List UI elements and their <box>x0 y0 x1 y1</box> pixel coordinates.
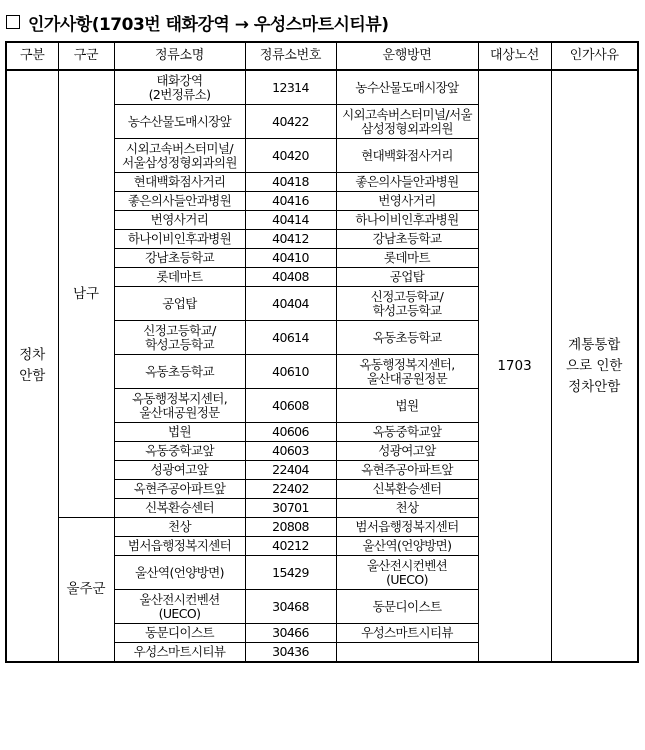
stop-number-cell: 40420 <box>245 139 336 173</box>
stop-name-cell: 롯데마트 <box>114 268 245 287</box>
stop-name-cell: 법원 <box>114 423 245 442</box>
stop-name-cell: 태화강역 (2번정류소) <box>114 70 245 105</box>
stop-number-cell: 40422 <box>245 105 336 139</box>
stop-number-cell: 40404 <box>245 287 336 321</box>
direction-cell: 현대백화점사거리 <box>336 139 478 173</box>
stop-name-cell: 옥동초등학교 <box>114 355 245 389</box>
stop-number-cell: 15429 <box>245 556 336 590</box>
direction-cell: 울산전시컨벤션 (UECO) <box>336 556 478 590</box>
header-stop-name: 정류소명 <box>114 42 245 70</box>
direction-cell: 옥동초등학교 <box>336 321 478 355</box>
stop-number-cell: 30701 <box>245 499 336 518</box>
stop-number-cell: 20808 <box>245 518 336 537</box>
stop-number-cell: 30466 <box>245 624 336 643</box>
direction-cell: 신정고등학교/ 학성고등학교 <box>336 287 478 321</box>
direction-cell: 범서읍행정복지센터 <box>336 518 478 537</box>
stop-name-cell: 성광여고앞 <box>114 461 245 480</box>
stop-name-cell: 번영사거리 <box>114 211 245 230</box>
stop-name-cell: 신정고등학교/ 학성고등학교 <box>114 321 245 355</box>
stop-number-cell: 40608 <box>245 389 336 423</box>
district-ulju-cell: 울주군 <box>58 518 114 663</box>
stop-name-cell: 현대백화점사거리 <box>114 173 245 192</box>
stop-number-cell: 30436 <box>245 643 336 663</box>
stop-number-cell: 40412 <box>245 230 336 249</box>
stop-number-cell: 22402 <box>245 480 336 499</box>
stop-name-cell: 옥동중학교앞 <box>114 442 245 461</box>
checkbox-square-icon <box>6 15 20 29</box>
district-nam-cell: 남구 <box>58 70 114 518</box>
stop-number-cell: 40610 <box>245 355 336 389</box>
header-reason: 인가사유 <box>551 42 638 70</box>
stop-number-cell: 40410 <box>245 249 336 268</box>
stop-name-cell: 우성스마트시티뷰 <box>114 643 245 663</box>
header-category: 구분 <box>6 42 58 70</box>
direction-cell: 동문디이스트 <box>336 590 478 624</box>
direction-cell: 옥동중학교앞 <box>336 423 478 442</box>
direction-cell: 번영사거리 <box>336 192 478 211</box>
stop-name-cell: 좋은의사들안과병원 <box>114 192 245 211</box>
stop-name-cell: 옥동행정복지센터, 울산대공원정문 <box>114 389 245 423</box>
route-cell: 1703 <box>478 70 551 662</box>
stop-name-cell: 신복환승센터 <box>114 499 245 518</box>
direction-cell: 신복환승센터 <box>336 480 478 499</box>
table-row <box>6 70 638 105</box>
reason-cell: 계통통합 으로 인한 정차안함 <box>551 70 638 662</box>
direction-cell: 공업탑 <box>336 268 478 287</box>
direction-cell: 하나이비인후과병원 <box>336 211 478 230</box>
stop-number-cell: 22404 <box>245 461 336 480</box>
stop-number-cell: 40418 <box>245 173 336 192</box>
stop-name-cell: 천상 <box>114 518 245 537</box>
stop-name-cell: 공업탑 <box>114 287 245 321</box>
stop-name-cell: 농수산물도매시장앞 <box>114 105 245 139</box>
section-title <box>6 9 389 35</box>
stop-number-cell: 40212 <box>245 537 336 556</box>
stop-name-cell: 동문디이스트 <box>114 624 245 643</box>
stop-name-cell: 범서읍행정복지센터 <box>114 537 245 556</box>
direction-cell: 시외고속버스터미널/서울 삼성정형외과의원 <box>336 105 478 139</box>
direction-cell: 옥동행정복지센터, 울산대공원정문 <box>336 355 478 389</box>
stop-number-cell: 40606 <box>245 423 336 442</box>
stop-name-cell: 옥현주공아파트앞 <box>114 480 245 499</box>
stop-number-cell: 12314 <box>245 70 336 105</box>
table-header-row <box>6 42 638 70</box>
stop-name-cell: 시외고속버스터미널/ 서울삼성정형외과의원 <box>114 139 245 173</box>
direction-cell <box>336 643 478 663</box>
header-direction: 운행방면 <box>336 42 478 70</box>
direction-cell: 울산역(언양방면) <box>336 537 478 556</box>
stop-number-cell: 30468 <box>245 590 336 624</box>
category-cell: 정차 안함 <box>6 70 58 662</box>
direction-cell: 좋은의사들안과병원 <box>336 173 478 192</box>
title-text: 인가사항(1703번 태화강역 → 우성스마트시티뷰) <box>28 14 389 35</box>
direction-cell: 천상 <box>336 499 478 518</box>
bus-route-change-table <box>5 41 639 663</box>
header-route: 대상노선 <box>478 42 551 70</box>
stop-name-cell: 울산전시컨벤션 (UECO) <box>114 590 245 624</box>
direction-cell: 법원 <box>336 389 478 423</box>
stop-number-cell: 40614 <box>245 321 336 355</box>
stop-number-cell: 40414 <box>245 211 336 230</box>
direction-cell: 강남초등학교 <box>336 230 478 249</box>
stop-number-cell: 40416 <box>245 192 336 211</box>
stop-number-cell: 40408 <box>245 268 336 287</box>
direction-cell: 롯데마트 <box>336 249 478 268</box>
stop-number-cell: 40603 <box>245 442 336 461</box>
direction-cell: 농수산물도매시장앞 <box>336 70 478 105</box>
header-district: 구군 <box>58 42 114 70</box>
stop-name-cell: 울산역(언양방면) <box>114 556 245 590</box>
stop-name-cell: 하나이비인후과병원 <box>114 230 245 249</box>
stop-name-cell: 강남초등학교 <box>114 249 245 268</box>
direction-cell: 옥현주공아파트앞 <box>336 461 478 480</box>
direction-cell: 우성스마트시티뷰 <box>336 624 478 643</box>
direction-cell: 성광여고앞 <box>336 442 478 461</box>
header-stop-number: 정류소번호 <box>245 42 336 70</box>
